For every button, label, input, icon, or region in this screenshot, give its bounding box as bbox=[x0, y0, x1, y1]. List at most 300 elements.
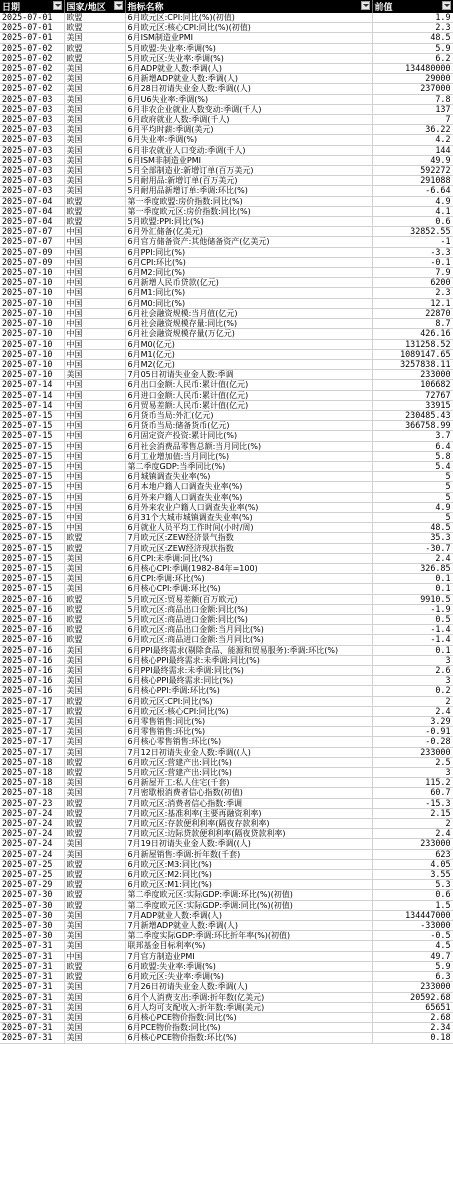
cell-indicator[interactable]: 6月欧元区:M2:同比(%) bbox=[125, 870, 372, 880]
cell-indicator[interactable]: 6月失业率:季调(%) bbox=[125, 135, 372, 145]
cell-indicator[interactable]: 7月欧元区:基准利率(主要再融资利率) bbox=[125, 808, 372, 818]
table-row[interactable] bbox=[0, 676, 453, 686]
table-row[interactable] bbox=[0, 257, 453, 267]
cell-date[interactable]: 2025-07-10 bbox=[0, 319, 64, 329]
cell-region[interactable]: 中国 bbox=[64, 523, 125, 533]
cell-date[interactable]: 2025-07-07 bbox=[0, 237, 64, 247]
cell-indicator[interactable]: 7月ADP就业人数:季调(人) bbox=[125, 910, 372, 920]
cell-indicator[interactable]: 6月非农企业就业人数变动:季调(千人) bbox=[125, 104, 372, 114]
table-row[interactable] bbox=[0, 645, 453, 655]
table-row[interactable] bbox=[0, 584, 453, 594]
cell-region[interactable]: 欧盟 bbox=[64, 604, 125, 614]
table-row[interactable] bbox=[0, 268, 453, 278]
table-row[interactable] bbox=[0, 747, 453, 757]
cell-region[interactable]: 美国 bbox=[64, 666, 125, 676]
cell-region[interactable]: 美国 bbox=[64, 686, 125, 696]
cell-indicator[interactable]: 6月欧元区:商品出口金额:当月同比(%) bbox=[125, 625, 372, 635]
table-row[interactable] bbox=[0, 992, 453, 1002]
cell-previous-value[interactable]: 0.18 bbox=[372, 1033, 453, 1043]
cell-date[interactable]: 2025-07-24 bbox=[0, 808, 64, 818]
cell-indicator[interactable]: 7月05日初请失业金人数:季调 bbox=[125, 370, 372, 380]
table-row[interactable] bbox=[0, 104, 453, 114]
cell-indicator[interactable]: 6月欧元区:营建产出:同比(%) bbox=[125, 757, 372, 767]
table-row[interactable] bbox=[0, 543, 453, 553]
cell-previous-value[interactable]: 9910.5 bbox=[372, 594, 453, 604]
table-row[interactable] bbox=[0, 217, 453, 227]
cell-date[interactable]: 2025-07-23 bbox=[0, 798, 64, 808]
cell-previous-value[interactable]: 29000 bbox=[372, 74, 453, 84]
cell-indicator[interactable]: 5月欧元区:贸易差额(百万欧元) bbox=[125, 594, 372, 604]
table-row[interactable] bbox=[0, 492, 453, 502]
cell-date[interactable]: 2025-07-15 bbox=[0, 523, 64, 533]
cell-region[interactable]: 欧盟 bbox=[64, 757, 125, 767]
cell-previous-value[interactable]: 12.1 bbox=[372, 298, 453, 308]
cell-previous-value[interactable]: -15.3 bbox=[372, 798, 453, 808]
cell-previous-value[interactable]: 5.4 bbox=[372, 461, 453, 471]
table-row[interactable] bbox=[0, 910, 453, 920]
table-row[interactable] bbox=[0, 523, 453, 533]
cell-region[interactable]: 中国 bbox=[64, 482, 125, 492]
cell-indicator[interactable]: 6月M2(亿元) bbox=[125, 359, 372, 369]
table-row[interactable] bbox=[0, 339, 453, 349]
cell-previous-value[interactable]: 426.16 bbox=[372, 329, 453, 339]
cell-previous-value[interactable]: 2 bbox=[372, 696, 453, 706]
cell-region[interactable]: 中国 bbox=[64, 410, 125, 420]
cell-previous-value[interactable]: 5.9 bbox=[372, 961, 453, 971]
cell-previous-value[interactable]: 6.2 bbox=[372, 53, 453, 63]
cell-region[interactable]: 欧盟 bbox=[64, 808, 125, 818]
cell-region[interactable]: 美国 bbox=[64, 747, 125, 757]
cell-date[interactable]: 2025-07-31 bbox=[0, 1023, 64, 1033]
cell-previous-value[interactable]: 2.6 bbox=[372, 666, 453, 676]
table-row[interactable] bbox=[0, 461, 453, 471]
cell-indicator[interactable]: 6月欧元区:M3:同比(%) bbox=[125, 859, 372, 869]
cell-date[interactable]: 2025-07-09 bbox=[0, 257, 64, 267]
cell-previous-value[interactable]: 5.3 bbox=[372, 880, 453, 890]
cell-previous-value[interactable]: 48.5 bbox=[372, 523, 453, 533]
cell-region[interactable]: 美国 bbox=[64, 584, 125, 594]
cell-date[interactable]: 2025-07-31 bbox=[0, 1033, 64, 1043]
cell-indicator[interactable]: 6月31个大城市城镇调查失业率(%) bbox=[125, 512, 372, 522]
cell-date[interactable]: 2025-07-03 bbox=[0, 145, 64, 155]
cell-date[interactable]: 2025-07-15 bbox=[0, 502, 64, 512]
cell-date[interactable]: 2025-07-10 bbox=[0, 288, 64, 298]
cell-date[interactable]: 2025-07-02 bbox=[0, 64, 64, 74]
cell-indicator[interactable]: 6月M2:同比(%) bbox=[125, 268, 372, 278]
cell-date[interactable]: 2025-07-16 bbox=[0, 635, 64, 645]
cell-date[interactable]: 2025-07-03 bbox=[0, 155, 64, 165]
cell-previous-value[interactable]: 2.68 bbox=[372, 1012, 453, 1022]
cell-previous-value[interactable]: 233000 bbox=[372, 370, 453, 380]
cell-date[interactable]: 2025-07-14 bbox=[0, 390, 64, 400]
cell-previous-value[interactable]: 326.85 bbox=[372, 563, 453, 573]
cell-date[interactable]: 2025-07-15 bbox=[0, 410, 64, 420]
cell-region[interactable]: 欧盟 bbox=[64, 768, 125, 778]
cell-region[interactable]: 欧盟 bbox=[64, 961, 125, 971]
cell-date[interactable]: 2025-07-10 bbox=[0, 329, 64, 339]
cell-indicator[interactable]: 6月新屋开工:私人住宅(千套) bbox=[125, 778, 372, 788]
cell-indicator[interactable]: 6月M0(亿元) bbox=[125, 339, 372, 349]
cell-region[interactable]: 中国 bbox=[64, 390, 125, 400]
cell-indicator[interactable]: 6月固定资产投资:累计同比(%) bbox=[125, 431, 372, 441]
cell-region[interactable]: 美国 bbox=[64, 788, 125, 798]
table-row[interactable] bbox=[0, 727, 453, 737]
cell-previous-value[interactable]: 2.4 bbox=[372, 706, 453, 716]
table-row[interactable] bbox=[0, 563, 453, 573]
cell-previous-value[interactable]: 0.1 bbox=[372, 584, 453, 594]
cell-previous-value[interactable]: 20592.68 bbox=[372, 992, 453, 1002]
table-row[interactable] bbox=[0, 237, 453, 247]
cell-date[interactable]: 2025-07-01 bbox=[0, 23, 64, 33]
cell-region[interactable]: 美国 bbox=[64, 125, 125, 135]
cell-region[interactable]: 美国 bbox=[64, 992, 125, 1002]
cell-indicator[interactable]: 6月外来户籍人口调查失业率(%) bbox=[125, 492, 372, 502]
filter-dropdown-icon[interactable] bbox=[361, 1, 370, 10]
cell-region[interactable]: 中国 bbox=[64, 298, 125, 308]
table-row[interactable] bbox=[0, 941, 453, 951]
cell-indicator[interactable]: 6月核心CPI:季调(1982-84年=100) bbox=[125, 563, 372, 573]
table-row[interactable] bbox=[0, 23, 453, 33]
cell-region[interactable]: 美国 bbox=[64, 74, 125, 84]
cell-previous-value[interactable]: -0.1 bbox=[372, 257, 453, 267]
table-row[interactable] bbox=[0, 349, 453, 359]
cell-date[interactable]: 2025-07-10 bbox=[0, 278, 64, 288]
cell-previous-value[interactable]: 134480000 bbox=[372, 64, 453, 74]
cell-region[interactable]: 美国 bbox=[64, 166, 125, 176]
cell-region[interactable]: 美国 bbox=[64, 186, 125, 196]
cell-date[interactable]: 2025-07-10 bbox=[0, 349, 64, 359]
cell-previous-value[interactable]: 2.3 bbox=[372, 23, 453, 33]
cell-region[interactable]: 美国 bbox=[64, 104, 125, 114]
table-row[interactable] bbox=[0, 757, 453, 767]
cell-previous-value[interactable]: 2.34 bbox=[372, 1023, 453, 1033]
cell-previous-value[interactable]: 2.4 bbox=[372, 553, 453, 563]
table-row[interactable] bbox=[0, 717, 453, 727]
cell-region[interactable]: 欧盟 bbox=[64, 870, 125, 880]
cell-region[interactable]: 中国 bbox=[64, 461, 125, 471]
cell-date[interactable]: 2025-07-15 bbox=[0, 461, 64, 471]
cell-date[interactable]: 2025-07-03 bbox=[0, 176, 64, 186]
cell-previous-value[interactable]: 3.55 bbox=[372, 870, 453, 880]
cell-previous-value[interactable]: 33915 bbox=[372, 400, 453, 410]
table-row[interactable] bbox=[0, 1012, 453, 1022]
cell-indicator[interactable]: 5月欧元区:营建产出:同比(%) bbox=[125, 768, 372, 778]
cell-date[interactable]: 2025-07-31 bbox=[0, 1002, 64, 1012]
table-row[interactable] bbox=[0, 502, 453, 512]
cell-date[interactable]: 2025-07-31 bbox=[0, 951, 64, 961]
table-row[interactable] bbox=[0, 247, 453, 257]
cell-date[interactable]: 2025-07-15 bbox=[0, 472, 64, 482]
cell-region[interactable]: 中国 bbox=[64, 268, 125, 278]
cell-date[interactable]: 2025-07-15 bbox=[0, 563, 64, 573]
cell-previous-value[interactable]: 1089147.65 bbox=[372, 349, 453, 359]
table-row[interactable] bbox=[0, 145, 453, 155]
cell-region[interactable]: 欧盟 bbox=[64, 859, 125, 869]
table-row[interactable] bbox=[0, 778, 453, 788]
table-row[interactable] bbox=[0, 533, 453, 543]
cell-indicator[interactable]: 6月社会融资规模:当月值(亿元) bbox=[125, 308, 372, 318]
cell-previous-value[interactable]: 5.8 bbox=[372, 451, 453, 461]
cell-date[interactable]: 2025-07-02 bbox=[0, 53, 64, 63]
cell-indicator[interactable]: 6月外来农业户籍人口调查失业率(%) bbox=[125, 502, 372, 512]
cell-indicator[interactable]: 7月欧元区:边际贷款便利利率(隔夜贷款利率) bbox=[125, 829, 372, 839]
cell-region[interactable]: 欧盟 bbox=[64, 53, 125, 63]
cell-region[interactable]: 美国 bbox=[64, 1012, 125, 1022]
cell-indicator[interactable]: 5月欧盟:PPI:同比(%) bbox=[125, 217, 372, 227]
cell-indicator[interactable]: 6月核心PPI:季调:环比(%) bbox=[125, 686, 372, 696]
cell-previous-value[interactable]: -6.64 bbox=[372, 186, 453, 196]
table-row[interactable] bbox=[0, 421, 453, 431]
cell-region[interactable]: 美国 bbox=[64, 727, 125, 737]
cell-indicator[interactable]: 6月人均可支配收入:折年数:季调(美元) bbox=[125, 1002, 372, 1012]
cell-indicator[interactable]: 6月官方储备资产:其他储备资产(亿美元) bbox=[125, 237, 372, 247]
cell-region[interactable]: 中国 bbox=[64, 431, 125, 441]
cell-region[interactable]: 美国 bbox=[64, 84, 125, 94]
table-row[interactable] bbox=[0, 186, 453, 196]
cell-region[interactable]: 美国 bbox=[64, 849, 125, 859]
cell-date[interactable]: 2025-07-01 bbox=[0, 13, 64, 23]
cell-previous-value[interactable]: 233000 bbox=[372, 982, 453, 992]
cell-indicator[interactable]: 6月欧盟:失业率:季调(%) bbox=[125, 961, 372, 971]
table-row[interactable] bbox=[0, 74, 453, 84]
cell-previous-value[interactable]: 0.1 bbox=[372, 574, 453, 584]
cell-indicator[interactable]: 第二季度欧元区:实际GDP:季调:同比(%)(初值) bbox=[125, 900, 372, 910]
cell-date[interactable]: 2025-07-15 bbox=[0, 492, 64, 502]
cell-date[interactable]: 2025-07-15 bbox=[0, 451, 64, 461]
cell-previous-value[interactable]: 144 bbox=[372, 145, 453, 155]
cell-date[interactable]: 2025-07-16 bbox=[0, 655, 64, 665]
cell-region[interactable]: 中国 bbox=[64, 400, 125, 410]
cell-region[interactable]: 美国 bbox=[64, 145, 125, 155]
cell-date[interactable]: 2025-07-30 bbox=[0, 890, 64, 900]
table-row[interactable] bbox=[0, 666, 453, 676]
cell-region[interactable]: 美国 bbox=[64, 737, 125, 747]
cell-date[interactable]: 2025-07-01 bbox=[0, 33, 64, 43]
cell-previous-value[interactable]: 4.05 bbox=[372, 859, 453, 869]
cell-indicator[interactable]: 6月社会消费品零售总额:当月同比(%) bbox=[125, 441, 372, 451]
cell-region[interactable]: 美国 bbox=[64, 921, 125, 931]
table-row[interactable] bbox=[0, 441, 453, 451]
cell-indicator[interactable]: 5月欧元区:商品进口金额:同比(%) bbox=[125, 614, 372, 624]
cell-previous-value[interactable]: 60.7 bbox=[372, 788, 453, 798]
cell-date[interactable]: 2025-07-16 bbox=[0, 604, 64, 614]
cell-indicator[interactable]: 6月ISM制造业PMI bbox=[125, 33, 372, 43]
cell-previous-value[interactable]: 7.8 bbox=[372, 94, 453, 104]
table-row[interactable] bbox=[0, 166, 453, 176]
cell-indicator[interactable]: 6月28日初请失业金人数:季调((人) bbox=[125, 84, 372, 94]
cell-indicator[interactable]: 6月核心零售销售:环比(%) bbox=[125, 737, 372, 747]
table-row[interactable] bbox=[0, 1002, 453, 1012]
cell-indicator[interactable]: 6月核心PCE物价指数:环比(%) bbox=[125, 1033, 372, 1043]
cell-previous-value[interactable]: 48.5 bbox=[372, 33, 453, 43]
table-row[interactable] bbox=[0, 829, 453, 839]
cell-previous-value[interactable]: 0.1 bbox=[372, 645, 453, 655]
cell-previous-value[interactable]: 137 bbox=[372, 104, 453, 114]
cell-date[interactable]: 2025-07-10 bbox=[0, 370, 64, 380]
cell-previous-value[interactable]: 2.15 bbox=[372, 808, 453, 818]
cell-previous-value[interactable]: 592272 bbox=[372, 166, 453, 176]
cell-indicator[interactable]: 6月核心PPI最终需求:未季调:同比(%) bbox=[125, 655, 372, 665]
cell-region[interactable]: 中国 bbox=[64, 319, 125, 329]
table-row[interactable] bbox=[0, 655, 453, 665]
table-row[interactable] bbox=[0, 196, 453, 206]
cell-previous-value[interactable]: 131258.52 bbox=[372, 339, 453, 349]
cell-previous-value[interactable]: -1.4 bbox=[372, 625, 453, 635]
cell-region[interactable]: 中国 bbox=[64, 288, 125, 298]
table-row[interactable] bbox=[0, 696, 453, 706]
cell-indicator[interactable]: 6月出口金额:人民币:累计值(亿元) bbox=[125, 380, 372, 390]
table-row[interactable] bbox=[0, 737, 453, 747]
cell-date[interactable]: 2025-07-15 bbox=[0, 441, 64, 451]
cell-region[interactable]: 欧盟 bbox=[64, 13, 125, 23]
cell-previous-value[interactable]: 3 bbox=[372, 655, 453, 665]
cell-indicator[interactable]: 6月核心PPI最终需求:同比(%) bbox=[125, 676, 372, 686]
cell-indicator[interactable]: 6月PCE物价指数:同比(%) bbox=[125, 1023, 372, 1033]
table-row[interactable] bbox=[0, 880, 453, 890]
cell-region[interactable]: 欧盟 bbox=[64, 890, 125, 900]
cell-region[interactable]: 欧盟 bbox=[64, 696, 125, 706]
table-row[interactable] bbox=[0, 94, 453, 104]
table-row[interactable] bbox=[0, 155, 453, 165]
cell-previous-value[interactable]: -1.9 bbox=[372, 604, 453, 614]
cell-date[interactable]: 2025-07-15 bbox=[0, 574, 64, 584]
cell-date[interactable]: 2025-07-03 bbox=[0, 135, 64, 145]
cell-previous-value[interactable]: 22870 bbox=[372, 308, 453, 318]
cell-previous-value[interactable]: 2 bbox=[372, 819, 453, 829]
cell-date[interactable]: 2025-07-02 bbox=[0, 74, 64, 84]
cell-region[interactable]: 美国 bbox=[64, 64, 125, 74]
cell-region[interactable]: 欧盟 bbox=[64, 900, 125, 910]
table-row[interactable] bbox=[0, 390, 453, 400]
cell-previous-value[interactable]: 233000 bbox=[372, 747, 453, 757]
cell-indicator[interactable]: 7月新增ADP就业人数:季调(人) bbox=[125, 921, 372, 931]
cell-region[interactable]: 美国 bbox=[64, 94, 125, 104]
cell-date[interactable]: 2025-07-10 bbox=[0, 268, 64, 278]
cell-region[interactable]: 中国 bbox=[64, 247, 125, 257]
cell-region[interactable]: 欧盟 bbox=[64, 594, 125, 604]
table-row[interactable] bbox=[0, 33, 453, 43]
cell-indicator[interactable]: 7月官方制造业PMI bbox=[125, 951, 372, 961]
cell-indicator[interactable]: 6月本地户籍人口调查失业率(%) bbox=[125, 482, 372, 492]
cell-indicator[interactable]: 5月欧盟:失业率:季调(%) bbox=[125, 43, 372, 53]
cell-previous-value[interactable]: 6.4 bbox=[372, 441, 453, 451]
table-row[interactable] bbox=[0, 288, 453, 298]
cell-indicator[interactable]: 7月欧元区:消费者信心指数:季调 bbox=[125, 798, 372, 808]
cell-indicator[interactable]: 6月就业人员平均工作时间(小时/周) bbox=[125, 523, 372, 533]
table-row[interactable] bbox=[0, 553, 453, 563]
cell-previous-value[interactable]: 4.5 bbox=[372, 941, 453, 951]
cell-indicator[interactable]: 7月欧元区:ZEW经济景气指数 bbox=[125, 533, 372, 543]
cell-date[interactable]: 2025-07-16 bbox=[0, 594, 64, 604]
cell-previous-value[interactable]: 230485.43 bbox=[372, 410, 453, 420]
cell-date[interactable]: 2025-07-15 bbox=[0, 543, 64, 553]
cell-previous-value[interactable]: 2.3 bbox=[372, 288, 453, 298]
cell-date[interactable]: 2025-07-15 bbox=[0, 421, 64, 431]
table-row[interactable] bbox=[0, 206, 453, 216]
table-row[interactable] bbox=[0, 819, 453, 829]
table-row[interactable] bbox=[0, 574, 453, 584]
cell-region[interactable]: 中国 bbox=[64, 339, 125, 349]
cell-previous-value[interactable]: 237000 bbox=[372, 84, 453, 94]
table-row[interactable] bbox=[0, 706, 453, 716]
cell-previous-value[interactable]: -1.4 bbox=[372, 635, 453, 645]
cell-region[interactable]: 欧盟 bbox=[64, 543, 125, 553]
cell-previous-value[interactable]: 7 bbox=[372, 115, 453, 125]
cell-region[interactable]: 中国 bbox=[64, 329, 125, 339]
cell-date[interactable]: 2025-07-10 bbox=[0, 359, 64, 369]
table-row[interactable] bbox=[0, 43, 453, 53]
cell-date[interactable]: 2025-07-24 bbox=[0, 829, 64, 839]
cell-indicator[interactable]: 6月U6失业率:季调(%) bbox=[125, 94, 372, 104]
cell-region[interactable]: 美国 bbox=[64, 574, 125, 584]
table-row[interactable] bbox=[0, 482, 453, 492]
cell-date[interactable]: 2025-07-07 bbox=[0, 227, 64, 237]
cell-indicator[interactable]: 6月核心CPI:季调:环比(%) bbox=[125, 584, 372, 594]
cell-indicator[interactable]: 6月PPI:同比(%) bbox=[125, 247, 372, 257]
cell-date[interactable]: 2025-07-31 bbox=[0, 961, 64, 971]
cell-indicator[interactable]: 6月欧元区:商品进口金额:当月同比(%) bbox=[125, 635, 372, 645]
cell-region[interactable]: 中国 bbox=[64, 237, 125, 247]
table-row[interactable] bbox=[0, 921, 453, 931]
cell-region[interactable]: 中国 bbox=[64, 512, 125, 522]
cell-region[interactable]: 中国 bbox=[64, 472, 125, 482]
cell-date[interactable]: 2025-07-31 bbox=[0, 941, 64, 951]
table-row[interactable] bbox=[0, 410, 453, 420]
table-row[interactable] bbox=[0, 982, 453, 992]
cell-region[interactable]: 美国 bbox=[64, 645, 125, 655]
cell-indicator[interactable]: 5月全部制造业:新增订单(百万美元) bbox=[125, 166, 372, 176]
cell-date[interactable]: 2025-07-16 bbox=[0, 666, 64, 676]
cell-indicator[interactable]: 6月欧元区:核心CPI:同比(%) bbox=[125, 706, 372, 716]
cell-indicator[interactable]: 6月个人消费支出:季调:折年数(亿美元) bbox=[125, 992, 372, 1002]
cell-previous-value[interactable]: 3 bbox=[372, 768, 453, 778]
table-row[interactable] bbox=[0, 951, 453, 961]
cell-date[interactable]: 2025-07-18 bbox=[0, 788, 64, 798]
cell-date[interactable]: 2025-07-30 bbox=[0, 931, 64, 941]
cell-date[interactable]: 2025-07-18 bbox=[0, 757, 64, 767]
cell-indicator[interactable]: 6月新屋销售:季调:折年数(千套) bbox=[125, 849, 372, 859]
cell-region[interactable]: 美国 bbox=[64, 1002, 125, 1012]
table-row[interactable] bbox=[0, 972, 453, 982]
cell-indicator[interactable]: 7月26日初请失业金人数:季调(人) bbox=[125, 982, 372, 992]
cell-region[interactable]: 美国 bbox=[64, 717, 125, 727]
cell-indicator[interactable]: 5月欧元区:商品出口金额:同比(%) bbox=[125, 604, 372, 614]
cell-previous-value[interactable]: -0.5 bbox=[372, 931, 453, 941]
cell-previous-value[interactable]: 32852.55 bbox=[372, 227, 453, 237]
cell-date[interactable]: 2025-07-04 bbox=[0, 206, 64, 216]
table-row[interactable] bbox=[0, 839, 453, 849]
cell-date[interactable]: 2025-07-04 bbox=[0, 196, 64, 206]
cell-date[interactable]: 2025-07-30 bbox=[0, 910, 64, 920]
cell-region[interactable]: 美国 bbox=[64, 33, 125, 43]
cell-indicator[interactable]: 5月耐用品:新增订单(百万美元) bbox=[125, 176, 372, 186]
cell-region[interactable]: 中国 bbox=[64, 380, 125, 390]
cell-region[interactable]: 美国 bbox=[64, 676, 125, 686]
cell-date[interactable]: 2025-07-17 bbox=[0, 706, 64, 716]
cell-region[interactable]: 欧盟 bbox=[64, 819, 125, 829]
cell-previous-value[interactable]: 366758.99 bbox=[372, 421, 453, 431]
column-header-date[interactable] bbox=[0, 0, 64, 13]
cell-previous-value[interactable]: 623 bbox=[372, 849, 453, 859]
cell-date[interactable]: 2025-07-03 bbox=[0, 94, 64, 104]
cell-indicator[interactable]: 6月外汇储备(亿美元) bbox=[125, 227, 372, 237]
table-row[interactable] bbox=[0, 614, 453, 624]
cell-indicator[interactable]: 6月CPI:未季调:同比(%) bbox=[125, 553, 372, 563]
cell-previous-value[interactable]: 6200 bbox=[372, 278, 453, 288]
cell-previous-value[interactable]: 2.5 bbox=[372, 757, 453, 767]
table-row[interactable] bbox=[0, 359, 453, 369]
cell-region[interactable]: 美国 bbox=[64, 931, 125, 941]
